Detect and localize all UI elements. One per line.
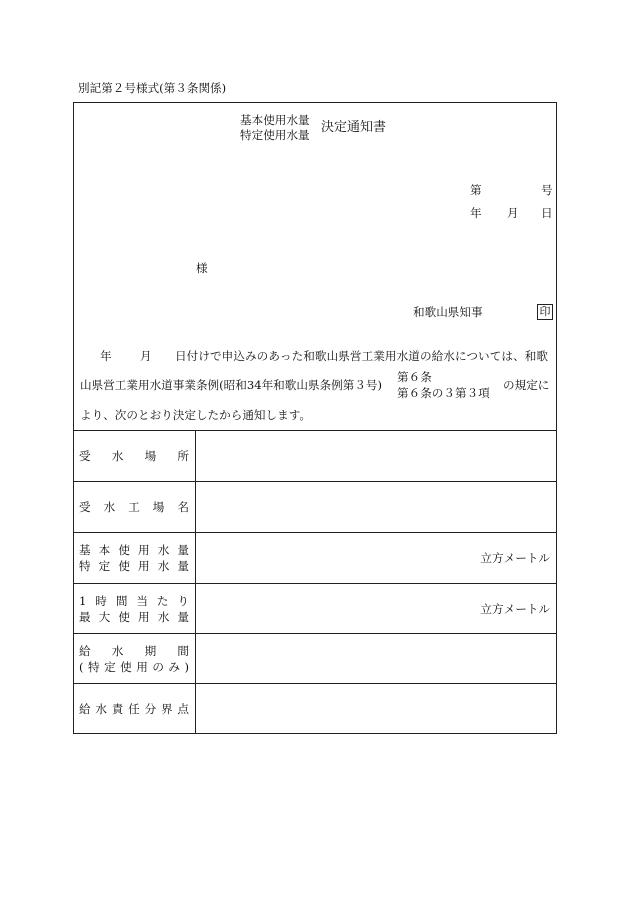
row-value-max-hourly-volume [196,584,556,633]
label-character: 水 [95,701,107,716]
label-character: 用 [138,559,150,573]
label-character: 特 [79,559,91,573]
article-option-6-3-3: 第６条の３第３項 [397,386,490,400]
label-character: 本 [98,543,111,557]
row-label-text [79,593,189,609]
label-character: 給 [79,643,91,658]
label-character: た [156,593,169,608]
label-character: 量 [177,609,189,624]
document-number-prefix: 第 [470,183,482,197]
label-character: ) [184,659,189,674]
row-label-receiving-location [74,431,196,481]
label-character: 特 [88,659,100,674]
label-character: 任 [128,701,140,716]
title-option-basic-volume: 基本使用水量 [240,113,310,127]
row-value-usage-volume [196,533,556,583]
label-character: 量 [177,543,189,557]
unit-label: 立方メートル [480,551,550,565]
label-character: 責 [111,701,124,716]
issue-date-month: 月 [507,206,519,220]
issue-date-day: 日 [541,206,553,220]
label-character: 名 [177,500,189,514]
label-character: 使 [118,609,130,624]
label-character: み [168,659,180,674]
label-character: 水 [103,500,116,514]
issue-date-year: 年 [470,206,482,220]
body-line-3: より、次のとおり決定したから通知します。 [80,408,311,422]
label-character: 用 [138,543,150,557]
label-character: 量 [177,559,189,573]
label-character: 時 [95,593,107,608]
label-character: 最 [79,609,91,624]
label-character: 点 [177,701,189,716]
row-label-text [79,499,189,515]
row-label-receiving-factory [74,482,196,532]
label-character: 水 [111,643,124,658]
label-character: 基 [79,543,91,557]
label-character: 給 [79,701,91,716]
table-row [74,633,556,683]
label-character: 受 [79,449,91,463]
row-value-responsibility-boundary [196,684,556,733]
row-label-text [79,542,189,558]
label-character: 使 [120,659,132,674]
row-value-supply-period [196,634,556,683]
row-label-responsibility-boundary [74,684,196,733]
label-character: 定 [104,659,116,674]
application-date-month: 月 [140,349,152,363]
row-label-usage-volume [74,533,196,583]
row-label-text [79,643,189,659]
issuer-name: 和歌山県知事 [413,305,483,319]
label-character: 所 [177,449,189,463]
label-character: 界 [160,701,173,716]
form-number-label: 別記第２号様式(第３条関係) [78,81,227,95]
label-character: 間 [115,593,128,608]
document-title: 決定通知書 [321,120,387,135]
table-row [74,583,556,633]
seal-stamp: 印 [537,304,553,320]
body-line-2-end: の規定に [503,378,550,392]
label-character: の [152,659,164,674]
table-row [74,430,556,481]
label-character: 工 [128,500,140,514]
row-label-max-hourly-volume [74,584,196,633]
row-label-text [79,659,189,675]
row-label-text [79,558,189,574]
label-character: 分 [144,701,157,716]
addressee-honorific: 様 [196,261,208,275]
article-option-6: 第６条 [397,370,432,384]
label-character: 場 [144,449,157,463]
label-character: 用 [136,659,148,674]
label-character: 定 [98,559,111,573]
label-character: 受 [79,500,91,514]
label-character: 当 [136,593,148,608]
label-character: 使 [118,559,130,573]
application-date-year: 年 [100,349,112,363]
row-label-text [79,701,189,717]
details-table [74,430,556,733]
label-character: 1 [79,593,87,608]
label-character: 水 [157,559,170,573]
row-label-text [79,609,189,625]
table-row [74,683,556,733]
row-value-receiving-location [196,431,556,481]
label-character: ( [79,659,84,674]
table-row [74,532,556,583]
label-character: 場 [152,500,165,514]
body-line-2: 山県営工業用水道事業条例(昭和34年和歌山県条例第３号) [80,378,383,392]
label-character: 水 [157,543,170,557]
row-label-text [79,448,189,464]
label-character: 期 [144,643,157,658]
row-label-supply-period [74,634,196,683]
label-character: 使 [118,543,130,557]
table-row [74,481,556,532]
row-value-receiving-factory [196,482,556,532]
label-character: り [177,593,189,608]
label-character: 用 [138,609,150,624]
label-character: 大 [98,609,111,624]
label-character: 水 [111,449,124,463]
unit-label: 立方メートル [480,601,550,616]
label-character: 間 [177,643,189,658]
body-line-1: 日付けで申込みのあった和歌山県営工業用水道の給水については、和歌 [175,349,548,363]
document-number-suffix: 号 [541,183,553,197]
label-character: 水 [157,609,170,624]
title-option-specific-volume: 特定使用水量 [240,128,310,142]
